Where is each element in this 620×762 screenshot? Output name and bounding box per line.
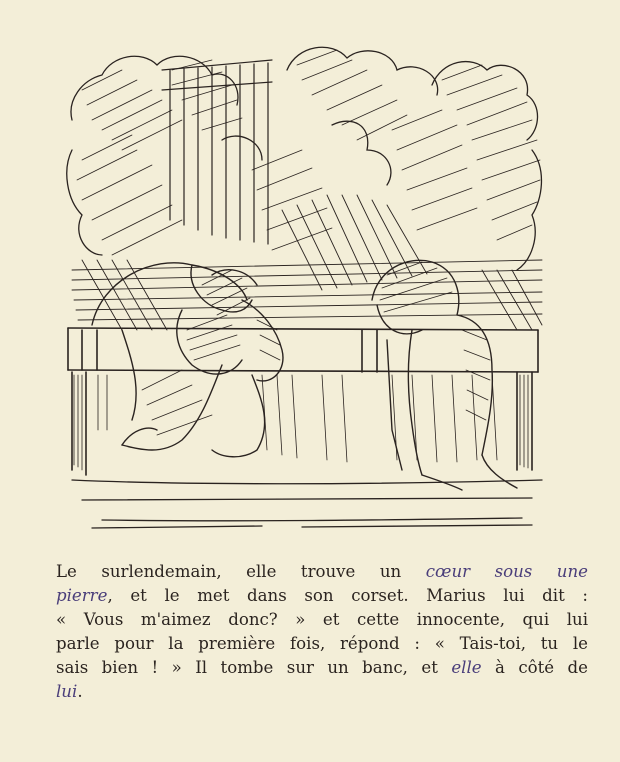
figure-woman: [92, 263, 283, 457]
caption-italic-run: elle: [451, 658, 482, 677]
caption-text-run: à côté de: [481, 658, 588, 677]
caption-text-run: parle pour la première fois, répond : « Tais-toi, tu le: [56, 634, 588, 653]
caption-line-1: [56, 560, 588, 584]
engraving-illustration: [62, 30, 552, 535]
caption-text-run: , et le met dans son corset. Marius lui dit :: [107, 586, 588, 605]
caption-text: [56, 560, 588, 704]
caption-line-5: [56, 656, 588, 680]
caption-line-4: [56, 632, 588, 656]
caption-italic-run: pierre: [56, 586, 108, 605]
caption-italic-run: lui: [56, 682, 78, 701]
caption-italic-run: cœur sous une: [425, 562, 588, 581]
fence: [162, 60, 272, 244]
ground: [72, 480, 542, 528]
caption-line-6: [56, 680, 588, 704]
bench: [68, 328, 538, 475]
foliage: [67, 47, 542, 270]
caption-line-2: [56, 584, 588, 608]
caption-text-run: sais bien ! » Il tombe sur un banc, et: [56, 658, 452, 677]
caption-line-3: [56, 608, 588, 632]
caption-text-run: « Vous m'aimez donc? » et cette innocente, qui lui: [56, 610, 588, 629]
caption-text-run: Le surlendemain, elle trouve un: [56, 562, 426, 581]
caption-text-run: .: [77, 682, 83, 701]
foliage-hatching: [77, 50, 540, 255]
